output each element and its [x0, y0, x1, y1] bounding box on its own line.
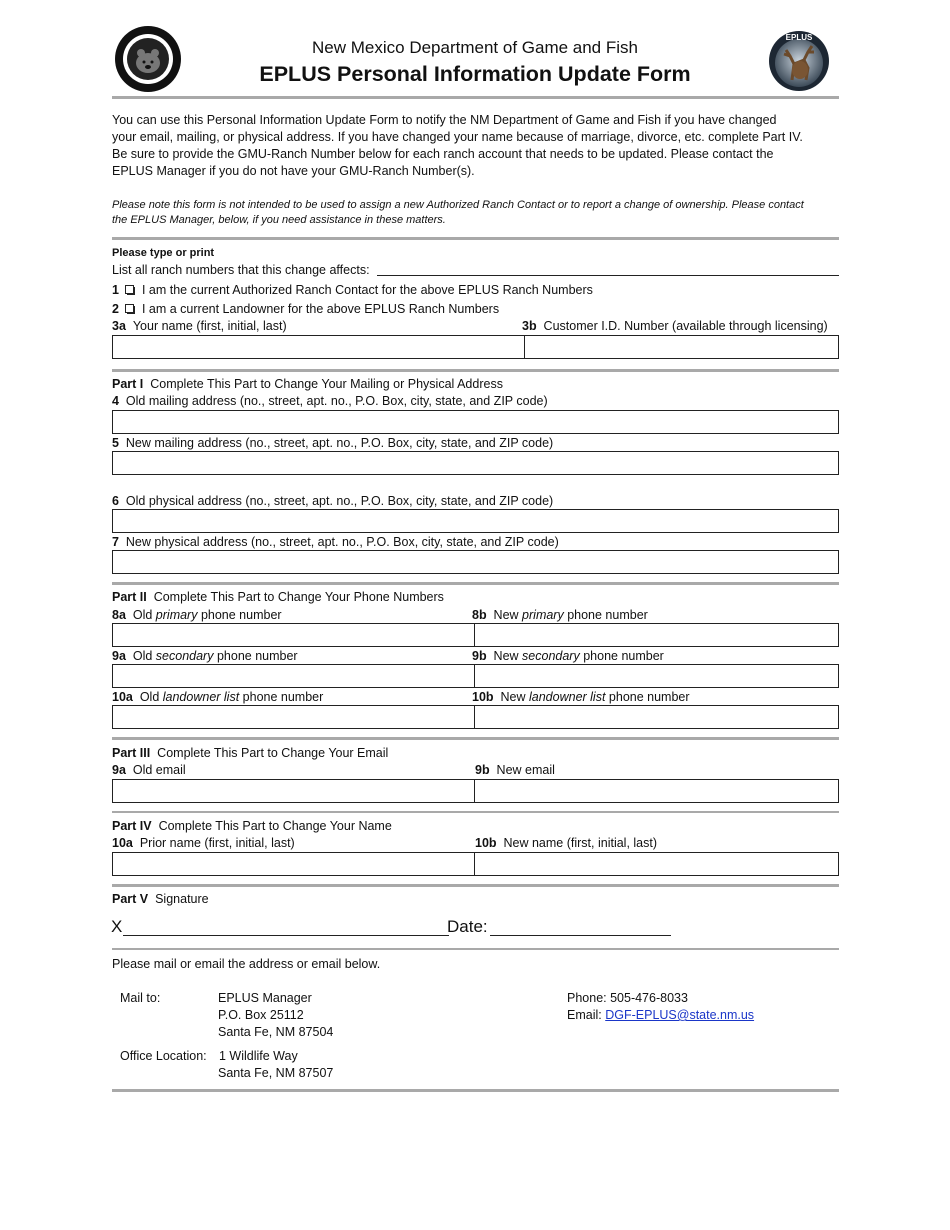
item-3b-label-row	[522, 318, 828, 334]
field-5-number: 5	[112, 436, 119, 450]
intro-line-4: EPLUS Manager if you do not have your GMU-Ranch Number(s).	[112, 164, 475, 178]
prior-name-field[interactable]	[112, 852, 475, 876]
part-4-title: Complete This Part to Change Your Name	[158, 819, 392, 833]
field-10a-phone-emphasis: landowner list	[162, 690, 240, 704]
mail-to-label: Mail to:	[120, 991, 161, 1005]
intro-line-2: your email, mailing, or physical address. If you have changed your name because of marriage, divorce, etc. complete Part IV.	[112, 130, 803, 144]
field-10b-name-number: 10b	[475, 836, 497, 850]
item-2-row	[112, 301, 499, 317]
item-3b-number: 3b	[522, 319, 537, 333]
part-2-title: Complete This Part to Change Your Phone Numbers	[153, 590, 444, 604]
part-5-title: Signature	[155, 892, 209, 906]
part-5-heading	[112, 891, 209, 907]
field-10a-phone-label-row	[112, 689, 323, 705]
field-9b-email-label-row	[475, 762, 555, 778]
item-3a-label: Your name (first, initial, last)	[132, 319, 287, 333]
field-8a-number: 8a	[112, 608, 126, 622]
field-9b-phone-emphasis: secondary	[522, 649, 580, 663]
office-line-2: Santa Fe, NM 87507	[218, 1066, 334, 1080]
field-8b-post: phone number	[567, 608, 648, 622]
footer-divider	[112, 1089, 839, 1092]
field-7-label: New physical address (no., street, apt. no., P.O. Box, city, state, and ZIP code)	[125, 535, 559, 549]
field-10b-name-label: New name (first, initial, last)	[503, 836, 658, 850]
item-1-label: I am the current Authorized Ranch Contact for the above EPLUS Ranch Numbers	[141, 283, 593, 297]
new-mailing-address-field[interactable]	[112, 451, 839, 475]
field-9a-phone-emphasis: secondary	[155, 649, 214, 663]
email-link[interactable]: DGF-EPLUS@state.nm.us	[605, 1008, 755, 1022]
field-10b-phone-post: phone number	[608, 690, 690, 704]
field-4-label-row	[112, 393, 548, 409]
signature-x-mark: X	[111, 917, 123, 936]
signature-line[interactable]	[123, 935, 449, 936]
field-10a-phone-pre: Old	[139, 690, 160, 704]
intro-note-line-2: the EPLUS Manager, below, if you need assistance in these matters.	[112, 214, 446, 226]
field-5-label: New mailing address (no., street, apt. no., P.O. Box, city, state, and ZIP code)	[125, 436, 554, 450]
field-9b-email-label: New email	[496, 763, 555, 777]
part-1-title: Complete This Part to Change Your Mailing or Physical Address	[150, 377, 503, 391]
part-5-divider	[112, 948, 839, 950]
part-2-heading	[112, 589, 444, 605]
authorized-contact-checkbox[interactable]	[125, 285, 134, 294]
field-10b-phone-number: 10b	[472, 690, 494, 704]
part-3-label: Part III	[112, 746, 151, 760]
new-email-field[interactable]	[474, 779, 839, 803]
mail-instruction: Please mail or email the address or email below.	[112, 957, 381, 971]
part-3-divider	[112, 811, 839, 813]
field-8a-post: phone number	[200, 608, 282, 622]
date-label: Date:	[447, 917, 488, 936]
field-9b-phone-post: phone number	[583, 649, 664, 663]
field-10b-phone-emphasis: landowner list	[529, 690, 606, 704]
old-primary-phone-field[interactable]	[112, 623, 475, 647]
part-2-label: Part II	[112, 590, 147, 604]
customer-id-field[interactable]	[524, 335, 839, 359]
part-3-title: Complete This Part to Change Your Email	[157, 746, 389, 760]
field-4-label: Old mailing address (no., street, apt. no., P.O. Box, city, state, and ZIP code)	[125, 394, 548, 408]
new-primary-phone-field[interactable]	[474, 623, 839, 647]
old-landowner-phone-field[interactable]	[112, 705, 475, 729]
office-line-1: 1 Wildlife Way	[219, 1049, 298, 1063]
mail-line-2: P.O. Box 25112	[218, 1008, 304, 1022]
field-10a-name-label: Prior name (first, initial, last)	[139, 836, 295, 850]
date-line[interactable]	[490, 935, 671, 936]
field-8a-emphasis: primary	[155, 608, 198, 622]
field-8a-label-row	[112, 607, 282, 623]
field-10a-phone-post: phone number	[242, 690, 324, 704]
intro-line-3: Be sure to provide the GMU-Ranch Number below for each ranch account that needs to be updated. Please contact the	[112, 147, 774, 161]
field-9b-email-number: 9b	[475, 763, 490, 777]
item-3b-label: Customer I.D. Number (available through licensing)	[543, 319, 828, 333]
field-8b-pre: New	[493, 608, 519, 622]
office-location-label: Office Location:	[120, 1049, 207, 1063]
new-physical-address-field[interactable]	[112, 550, 839, 574]
part-5-label: Part V	[112, 892, 149, 906]
intro-divider	[112, 237, 839, 240]
field-6-label: Old physical address (no., street, apt. no., P.O. Box, city, state, and ZIP code)	[125, 494, 554, 508]
field-10b-phone-label-row	[472, 689, 690, 705]
new-secondary-phone-field[interactable]	[474, 664, 839, 688]
old-email-field[interactable]	[112, 779, 475, 803]
part-1-divider	[112, 582, 839, 585]
new-name-field[interactable]	[474, 852, 839, 876]
item-1-row	[112, 282, 593, 298]
field-10b-name-label-row	[475, 835, 657, 851]
eplus-seal-text: EPLUS	[785, 33, 813, 42]
field-9a-phone-post: phone number	[216, 649, 298, 663]
field-9a-phone-pre: Old	[132, 649, 153, 663]
landowner-checkbox[interactable]	[125, 304, 134, 313]
field-10a-name-label-row	[112, 835, 295, 851]
contact-phone: Phone: 505-476-8033	[567, 991, 688, 1005]
mail-line-3: Santa Fe, NM 87504	[218, 1025, 334, 1039]
field-9a-email-number: 9a	[112, 763, 126, 777]
contact-email-row	[567, 1007, 754, 1023]
field-10a-name-number: 10a	[112, 836, 133, 850]
agency-name: New Mexico Department of Game and Fish	[312, 38, 638, 57]
item-1-number: 1	[112, 283, 119, 297]
intro-line-1: You can use this Personal Information Update Form to notify the NM Department of Game and Fish if you have changed	[112, 113, 777, 127]
ranch-numbers-label: List all ranch numbers that this change affects:	[112, 263, 370, 277]
field-9a-phone-number: 9a	[112, 649, 126, 663]
field-5-label-row	[112, 435, 553, 451]
part-1-label: Part I	[112, 377, 144, 391]
field-7-label-row	[112, 534, 559, 550]
mail-line-1: EPLUS Manager	[218, 991, 312, 1005]
header-divider	[112, 96, 839, 99]
general-divider	[112, 369, 839, 372]
your-name-field[interactable]	[112, 335, 525, 359]
field-9b-phone-number: 9b	[472, 649, 487, 663]
email-label: Email:	[567, 1008, 602, 1022]
item-3a-number: 3a	[112, 319, 126, 333]
field-9b-phone-pre: New	[493, 649, 519, 663]
part-2-divider	[112, 737, 839, 740]
type-or-print-instruction: Please type or print	[112, 247, 215, 259]
field-7-number: 7	[112, 535, 119, 549]
field-6-number: 6	[112, 494, 119, 508]
field-8b-label-row	[472, 607, 648, 623]
ranch-numbers-input-line[interactable]	[377, 275, 839, 276]
field-8b-number: 8b	[472, 608, 487, 622]
part-4-divider	[112, 884, 839, 887]
old-secondary-phone-field[interactable]	[112, 664, 475, 688]
part-4-heading	[112, 818, 392, 834]
field-10b-phone-pre: New	[500, 690, 526, 704]
intro-note-line-1: Please note this form is not intended to be used to assign a new Authorized Ranch Contact or to report a change of ownership. Please contact	[112, 199, 804, 211]
field-8b-emphasis: primary	[522, 608, 564, 622]
part-3-heading	[112, 745, 388, 761]
field-9a-phone-label-row	[112, 648, 298, 664]
field-4-number: 4	[112, 394, 119, 408]
form-title: EPLUS Personal Information Update Form	[259, 62, 691, 86]
part-4-label: Part IV	[112, 819, 152, 833]
old-mailing-address-field[interactable]	[112, 410, 839, 434]
old-physical-address-field[interactable]	[112, 509, 839, 533]
item-2-number: 2	[112, 302, 119, 316]
eplus-elk-logo	[768, 30, 830, 92]
field-9a-email-label-row	[112, 762, 186, 778]
field-8a-pre: Old	[132, 608, 153, 622]
field-9a-email-label: Old email	[132, 763, 186, 777]
field-9b-phone-label-row	[472, 648, 664, 664]
field-6-label-row	[112, 493, 553, 509]
item-3a-label-row	[112, 318, 287, 334]
item-2-label: I am a current Landowner for the above EPLUS Ranch Numbers	[141, 302, 500, 316]
part-1-heading	[112, 376, 503, 392]
new-landowner-phone-field[interactable]	[474, 705, 839, 729]
field-10a-phone-number: 10a	[112, 690, 133, 704]
